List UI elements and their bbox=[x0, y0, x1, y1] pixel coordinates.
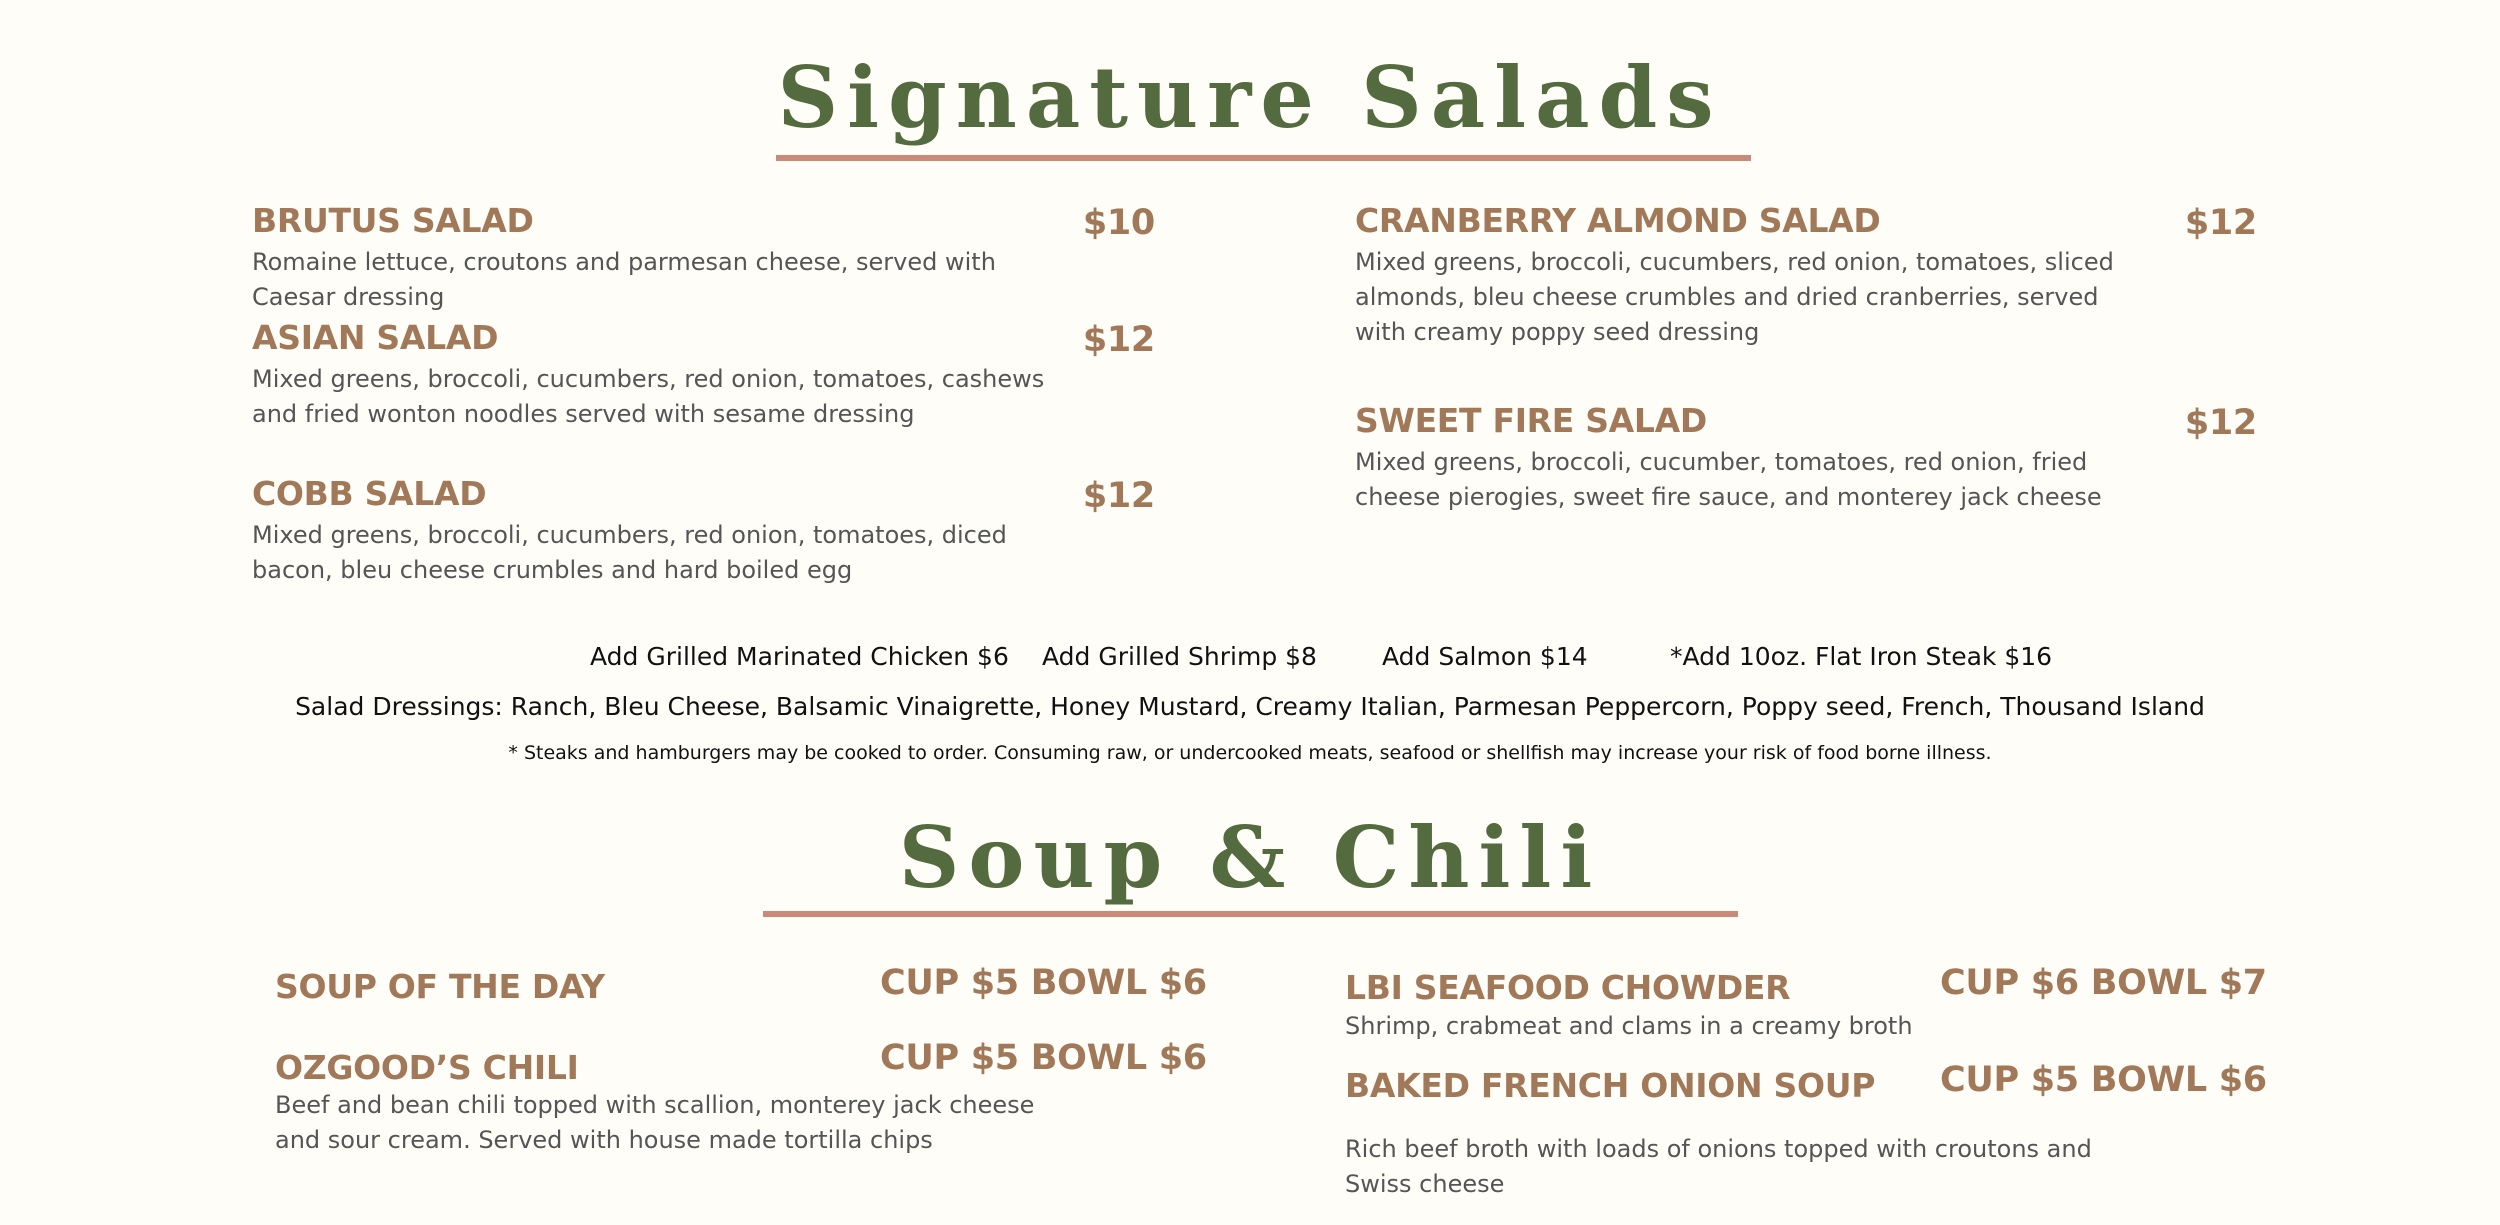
item-description: Rich beef broth with loads of onions topped with croutons and Swiss cheese bbox=[1345, 1135, 2092, 1198]
item-name: LBI SEAFOOD CHOWDER bbox=[1345, 968, 1791, 1007]
item-name: CRANBERRY ALMOND SALAD bbox=[1355, 201, 1881, 240]
addon-steak: *Add 10oz. Flat Iron Steak $16 bbox=[1670, 642, 2053, 671]
item-price: CUP $5 BOWL $6 bbox=[880, 963, 1207, 1003]
item-description: Mixed greens, broccoli, cucumbers, red onion, tomatoes, diced bacon, bleu cheese crumbles and hard boiled egg bbox=[252, 521, 1007, 584]
item-name: COBB SALAD bbox=[252, 474, 487, 513]
salad-dressings: Salad Dressings: Ranch, Bleu Cheese, Balsamic Vinaigrette, Honey Mustard, Creamy Italian, Parmesan Peppercorn, Poppy seed, French, Thousand Island bbox=[295, 692, 2205, 721]
item-description: Mixed greens, broccoli, cucumbers, red onion, tomatoes, cashews and fried wonton noodles served with sesame dressing bbox=[252, 365, 1045, 428]
item-price: CUP $6 BOWL $7 bbox=[1940, 963, 2267, 1003]
item-price: CUP $5 BOWL $6 bbox=[880, 1038, 1207, 1078]
item-name: BRUTUS SALAD bbox=[252, 201, 534, 240]
item-name: ASIAN SALAD bbox=[252, 318, 499, 357]
salads-title-underline bbox=[776, 155, 1751, 161]
addon-shrimp: Add Grilled Shrimp $8 bbox=[1042, 642, 1317, 671]
item-description: Romaine lettuce, croutons and parmesan cheese, served with Caesar dressing bbox=[252, 248, 996, 311]
addon-salmon: Add Salmon $14 bbox=[1382, 642, 1588, 671]
item-description: Beef and bean chili topped with scallion, monterey jack cheese and sour cream. Served with house made tortilla chips bbox=[275, 1091, 1035, 1154]
item-name: SOUP OF THE DAY bbox=[275, 967, 605, 1006]
food-safety-disclaimer: * Steaks and hamburgers may be cooked to order. Consuming raw, or undercooked meats, seafood or shellfish may increase your risk of food borne illness. bbox=[508, 742, 1992, 764]
item-price: $12 bbox=[1082, 320, 1155, 360]
item-description: Shrimp, crabmeat and clams in a creamy broth bbox=[1345, 1012, 1913, 1040]
soups-title-underline bbox=[763, 911, 1738, 917]
item-price: $12 bbox=[2184, 403, 2257, 443]
item-description: Mixed greens, broccoli, cucumber, tomatoes, red onion, fried cheese pierogies, sweet fire sauce, and monterey jack cheese bbox=[1355, 448, 2102, 511]
item-name: SWEET FIRE SALAD bbox=[1355, 401, 1707, 440]
item-description: Mixed greens, broccoli, cucumbers, red onion, tomatoes, sliced almonds, bleu cheese crumbles and dried cranberries, served with creamy poppy seed dressing bbox=[1355, 248, 2114, 346]
salads-title: Signature Salads bbox=[777, 48, 1723, 147]
addon-chicken: Add Grilled Marinated Chicken $6 bbox=[590, 642, 1009, 671]
item-price: $12 bbox=[2184, 203, 2257, 243]
item-name: BAKED FRENCH ONION SOUP bbox=[1345, 1066, 1876, 1105]
item-price: $10 bbox=[1082, 203, 1155, 243]
item-price: $12 bbox=[1082, 476, 1155, 516]
item-price: CUP $5 BOWL $6 bbox=[1940, 1060, 2267, 1100]
soups-title: Soup & Chili bbox=[898, 808, 1602, 907]
item-name: OZGOOD’S CHILI bbox=[275, 1048, 579, 1087]
